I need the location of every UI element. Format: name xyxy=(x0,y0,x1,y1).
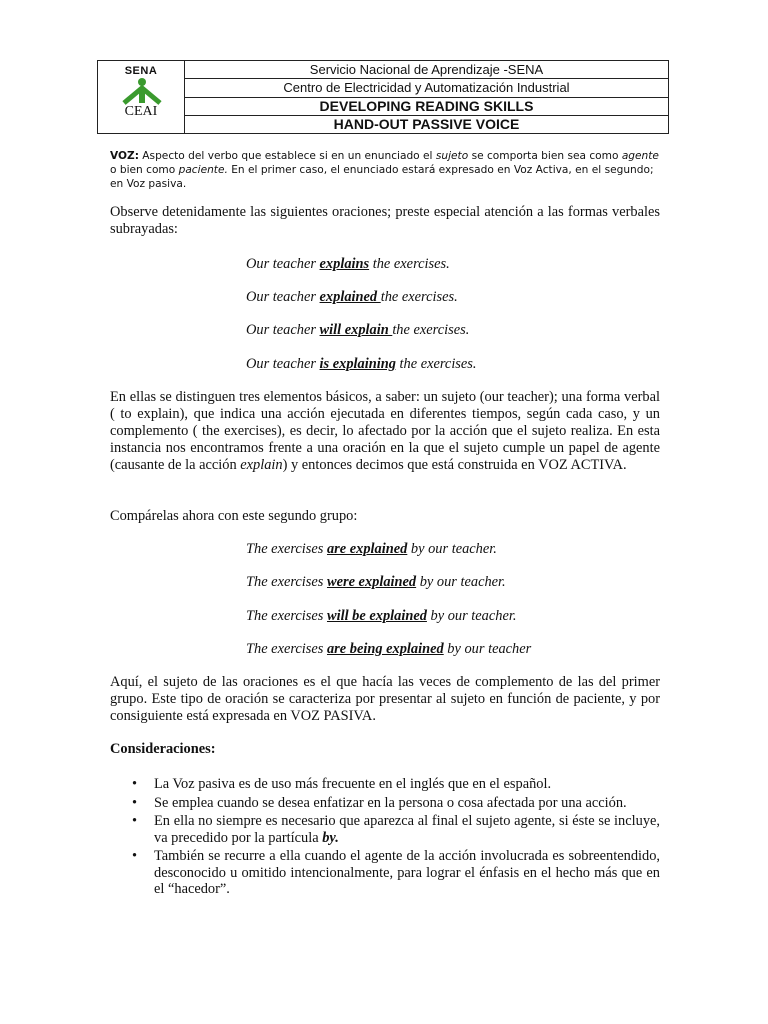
definition-text: Aspecto del verbo que establece si en un enunciado el xyxy=(138,150,436,162)
considerations-heading: Consideraciones: xyxy=(110,741,216,757)
list-item: • En ella no siempre es necesario que aparezca al final el sujeto agente, si éste se incluye, va precedido por la partícula by. xyxy=(132,813,660,846)
header-titles xyxy=(185,61,668,133)
compare-paragraph: Compárelas ahora con este segundo grupo: xyxy=(110,508,358,524)
active-example: Our teacher is explaining the exercises. xyxy=(246,356,477,372)
sena-emblem-icon xyxy=(122,77,162,105)
list-item: • También se recurre a ella cuando el agente de la acción involucrada es sobreentendido, desconocido u omitido intencionalmente, para lograr el énfasis en el hecho más que en el “hacedor”. xyxy=(132,848,660,898)
definition-text: En el primer caso, el enunciado estará expresado en Voz Activa, en el segundo; en Voz pasiva. xyxy=(110,164,654,190)
voice-definition xyxy=(110,149,660,191)
header-table xyxy=(97,60,669,134)
logo-word: SENA xyxy=(124,65,158,77)
header-course: DEVELOPING READING SKILLS xyxy=(185,98,668,116)
sena-logo xyxy=(98,61,185,133)
list-item: • La Voz pasiva es de uso más frecuente en el inglés que en el español. xyxy=(132,776,660,793)
definition-sujeto: sujeto xyxy=(435,150,469,162)
definition-paciente: paciente. xyxy=(178,164,228,176)
header-handout: HAND-OUT PASSIVE VOICE xyxy=(333,116,520,133)
definition-text: o bien como xyxy=(110,164,179,176)
header-center: Centro de Electricidad y Automatización Industrial xyxy=(185,79,668,97)
logo-subtitle: CEAI xyxy=(124,104,158,119)
definition-text: se comporta bien sea como xyxy=(468,150,622,162)
header-institution: Servicio Nacional de Aprendizaje -SENA xyxy=(185,61,668,79)
passive-example: The exercises were explained by our teacher. xyxy=(246,574,506,590)
intro-paragraph: Observe detenidamente las siguientes oraciones; preste especial atención a las formas verbales subrayadas: xyxy=(110,204,660,237)
active-example: Our teacher explains the exercises. xyxy=(246,256,450,272)
definition-term: VOZ: xyxy=(110,150,139,162)
considerations-list xyxy=(132,776,660,900)
definition-agente: agente xyxy=(621,150,659,162)
explanation-paragraph: En ellas se distinguen tres elementos básicos, a saber: un sujeto (our teacher); una forma verbal ( to explain), que indica una acción ejecutada en diferentes tiempos, según cada caso, y un complemento ( the exercises), es decir, lo afectado por la acción que el sujeto realiza. En esta instancia nos encontramos frente a una oración en la que el sujeto cumple un papel de agente (causante de la acción explain) y entonces decimos que está construida en VOZ ACTIVA. xyxy=(110,389,660,473)
passive-example: The exercises are being explained by our teacher xyxy=(246,641,532,657)
active-example: Our teacher will explain the exercises. xyxy=(246,322,470,338)
conclusion-paragraph: Aquí, el sujeto de las oraciones es el que hacía las veces de complemento de las del primer grupo. Este tipo de oración se caracteriza por presentar al sujeto en función de paciente, y por consiguiente está expresada en VOZ PASIVA. xyxy=(110,674,660,724)
passive-example: The exercises will be explained by our teacher. xyxy=(246,608,517,624)
passive-example: The exercises are explained by our teacher. xyxy=(246,541,497,557)
active-example: Our teacher explained the exercises. xyxy=(246,289,458,305)
list-item: • Se emplea cuando se desea enfatizar en la persona o cosa afectada por una acción. xyxy=(132,795,660,812)
